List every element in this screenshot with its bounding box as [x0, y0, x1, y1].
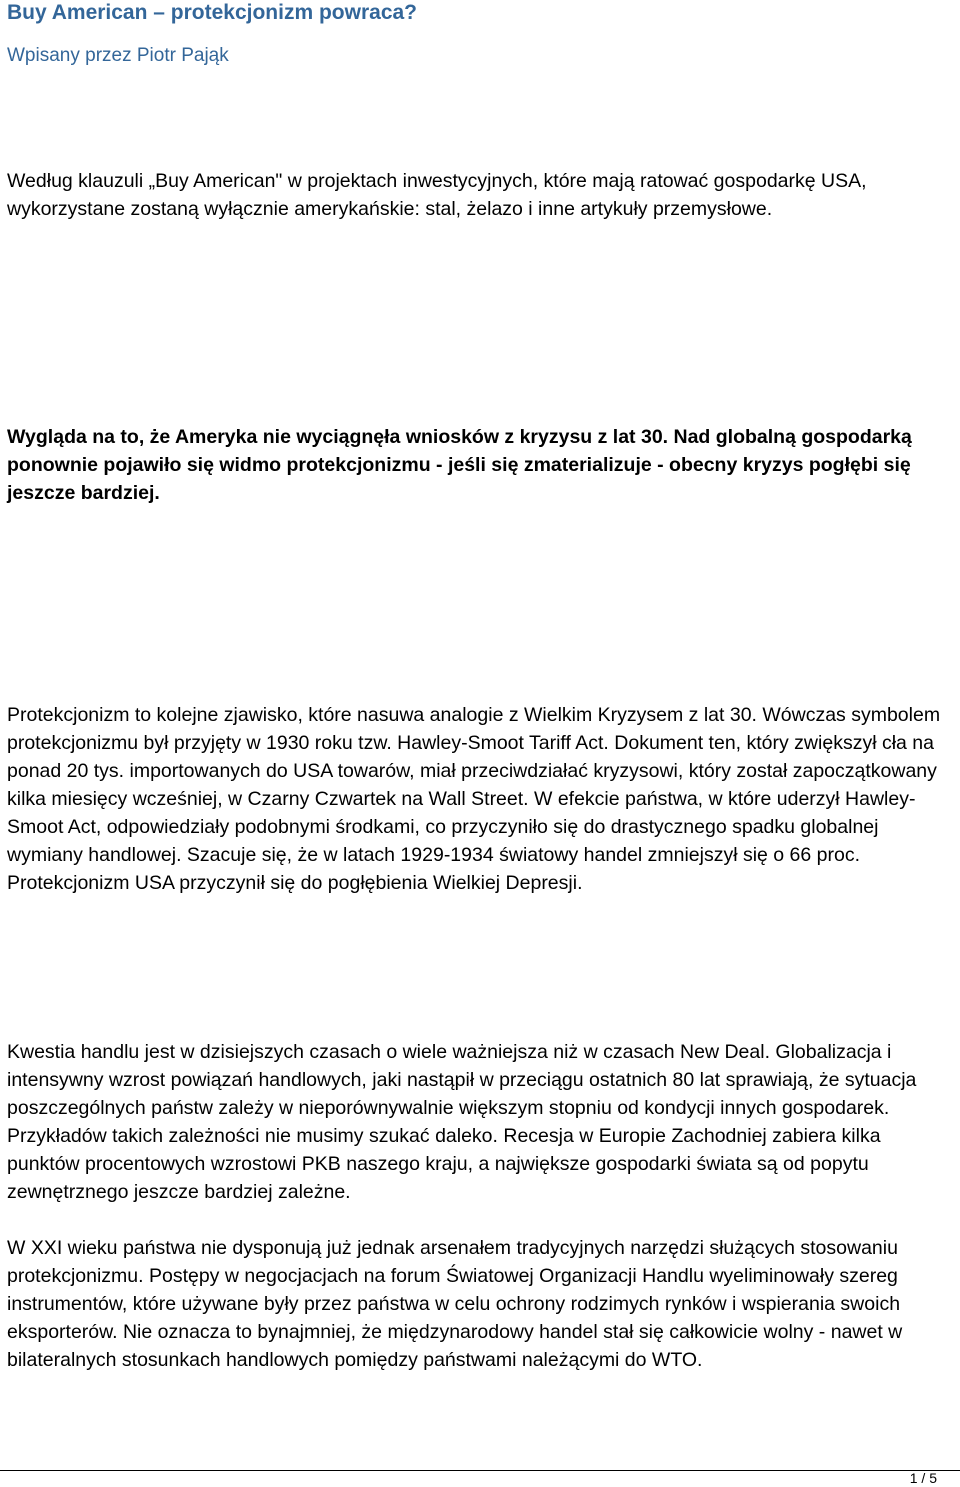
article-title: Buy American – protekcjonizm powraca? [7, 1, 418, 24]
footer-divider [0, 1470, 960, 1471]
body-paragraph-1: Protekcjonizm to kolejne zjawisko, które nasuwa analogie z Wielkim Kryzysem z lat 30. Wówczas symbolem protekcjonizmu był przyjęty w 1930 roku tzw. Hawley-Smoot Tariff Act. Dokument ten, który zwiększył cła na ponad 20 tys. importowanych do USA towarów, miał przeciwdziałać kryzysowi, który został zapoczątkowany kilka miesięcy wcześniej, w Czarny Czwartek na Wall Street. W efekcie państwa, w które uderzył Hawley-Smoot Act, odpowiedziały podobnymi środkami, co przyczyniło się do drastycznego spadku globalnej wymiany handlowej. Szacuje się, że w latach 1929-1934 światowy handel zmniejszył się o 66 proc. Protekcjonizm USA przyczynił się do pogłębienia Wielkiej Depresji. [7, 704, 941, 894]
body-paragraph-2: Kwestia handlu jest w dzisiejszych czasach o wiele ważniejsza niż w czasach New Deal. Globalizacja i intensywny wzrost powiązań handlowych, jaki nastąpił w przeciągu ostatnich 80 lat sprawiają, że sytuacja poszczególnych państw zależy w nieporównywalnie większym stopniu od kondycji innych gospodarek. Przykładów takich zależności nie musimy szukać daleko. Recesja w Europie Zachodniej zabiera kilka punktów procentowych wzrostowi PKB naszego kraju, a największe gospodarki świata są od popytu zewnętrznego jeszcze bardziej zależne. [7, 1041, 917, 1203]
author-line: Wpisany przez Piotr Pająk [7, 45, 229, 66]
body-paragraph-3: W XXI wieku państwa nie dysponują już jednak arsenałem tradycyjnych narzędzi służących stosowaniu protekcjonizmu. Postępy w negocjacjach na forum Światowej Organizacji Handlu wyeliminowały szereg instrumentów, które używane były przez państwa w celu ochrony rodzimych rynków i wspierania swoich eksporterów. Nie oznacza to bynajmniej, że międzynarodowy handel stał się całkowicie wolny - nawet w bilateralnych stosunkach handlowych pomiędzy państwami należącymi do WTO. [7, 1237, 903, 1371]
lead-paragraph: Wygląda na to, że Ameryka nie wyciągnęła wniosków z kryzysu z lat 30. Nad globalną gospodarką ponownie pojawiło się widmo protekcjonizmu - jeśli się zmaterializuje - obecny kryzys pogłębi się jeszcze bardziej. [7, 426, 912, 504]
intro-paragraph: Według klauzuli „Buy American" w projektach inwestycyjnych, które mają ratować gospodarkę USA, wykorzystane zostaną wyłącznie amerykańskie: stal, żelazo i inne artykuły przemysłowe. [7, 170, 867, 220]
page-number: 1 / 5 [909, 1470, 937, 1486]
